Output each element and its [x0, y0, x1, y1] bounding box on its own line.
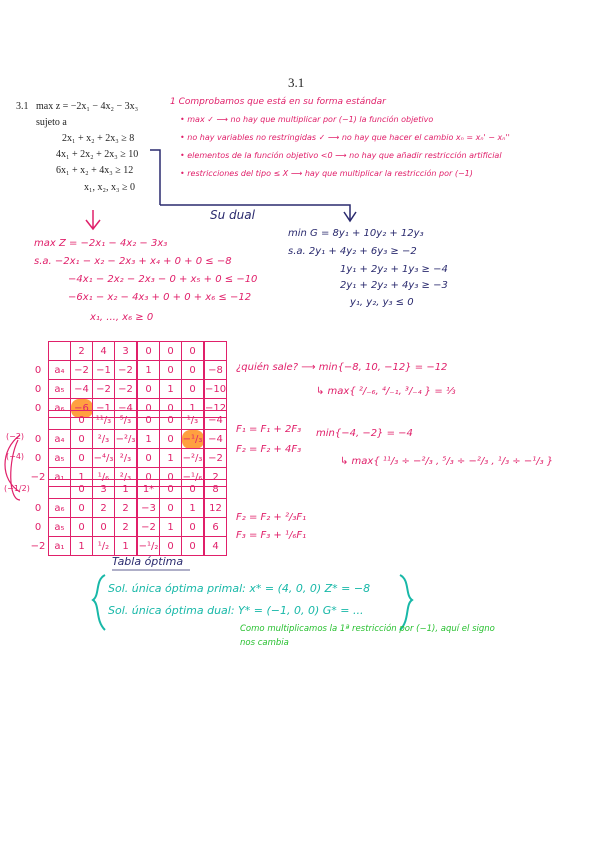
row-op-2: F₂ = F₂ + 4F₃ — [236, 444, 302, 455]
tableau-cell: −²/₃ — [115, 430, 138, 449]
tableau-cell: 1 — [160, 518, 182, 537]
tableau-cell: 2 — [71, 342, 93, 361]
tableau-cell — [49, 480, 71, 499]
tableau-cell: a₁ — [49, 468, 71, 487]
dual-4: 2y₁ + 2y₂ + 4y₃ ≥ −3 — [340, 280, 448, 291]
tableau-cell: 0 — [160, 411, 182, 430]
tableau-cell: 0 — [137, 342, 160, 361]
tableau-cell: 0 — [160, 499, 182, 518]
entering-ratio-2: ↳ max{ ¹¹/₃ ÷ −²/₃ , ⁵/₃ ÷ −²/₃ , ¹/₃ ÷ −¹/₃ } — [340, 456, 554, 467]
tableau-cell: ¹/₂ — [93, 537, 115, 556]
tableau-cell: a₅ — [49, 449, 71, 468]
tableau-cell: 12 — [204, 499, 227, 518]
tableau-cell: −2 — [93, 380, 115, 399]
tableau-header-row — [28, 480, 227, 499]
tableau-cell: −10 — [204, 380, 227, 399]
tableau-cell — [49, 342, 71, 361]
tableau-cell: ¹¹/₃ — [93, 411, 115, 430]
dual-label: Su dual — [210, 208, 255, 222]
dual-1: min G = 8y₁ + 10y₂ + 12y₃ — [288, 228, 424, 239]
tableau-cell: 1* — [137, 480, 160, 499]
problem-subject-to: sujeto a — [36, 117, 67, 128]
tableau-cell: −2 — [71, 361, 93, 380]
tableau-cell: ²/₃ — [115, 468, 138, 487]
leaving-question: ¿quién sale? ⟶ min{−8, 10, −12} = −12 — [236, 362, 448, 373]
tableau-cell: ¹/₃ — [182, 411, 205, 430]
tableau-header-row — [28, 342, 227, 361]
simplex-tableau-1 — [28, 341, 227, 418]
pivot-cell: −6 — [71, 399, 93, 418]
table-row — [28, 361, 227, 380]
tableau-cell: −4 — [115, 399, 138, 418]
tableau-cell: 0 — [160, 537, 182, 556]
constraint-3: 6x₁ + x₂ + 4x₃ ≥ 12 — [56, 165, 134, 176]
sign-note-2: nos cambia — [240, 638, 289, 648]
dual-optimal-solution: Sol. única óptima dual: Y* = (−1, 0, 0) G* = ... — [108, 604, 364, 617]
tableau-cell: −2 — [30, 540, 46, 552]
problem-objective: max z = −2x₁ − 4x₂ − 3x₃ — [36, 101, 139, 112]
optimal-table-title: Tabla óptima — [112, 555, 184, 568]
row-op-4: F₃ = F₃ + ¹/₆F₁ — [236, 530, 307, 541]
leaving-min-2: min{−4, −2} = −4 — [316, 428, 413, 439]
tableau-cell: 0 — [34, 402, 42, 414]
tableau-cell — [28, 342, 49, 361]
tableau-cell: −2 — [204, 449, 227, 468]
notes-intro: 1 Comprobamos que está en su forma estándar — [170, 97, 386, 107]
tableau-cell: −2 — [137, 518, 160, 537]
tableau-cell: −2 — [30, 471, 46, 483]
tableau-cell: 1 — [137, 430, 160, 449]
tableau-header-row — [28, 411, 227, 430]
tableau-cell: 0 — [137, 468, 160, 487]
tableau-cell: 0 — [160, 399, 182, 418]
tableau-cell: 0 — [182, 342, 205, 361]
tableau-cell: 1 — [182, 499, 205, 518]
tableau-cell: −4 — [71, 380, 93, 399]
tableau-cell: 0 — [182, 380, 205, 399]
tableau-cell: ¹/₆ — [93, 468, 115, 487]
tableau-cell: 0 — [182, 480, 205, 499]
tableau-cell: −¹/₂ — [137, 537, 160, 556]
table-row — [28, 537, 227, 556]
tableau-cell: 2 — [204, 468, 227, 487]
tableau-cell: −2 — [115, 380, 138, 399]
tableau-cell: ²/₃ — [93, 430, 115, 449]
tableau-cell — [49, 411, 71, 430]
tableau-cell: 1 — [115, 537, 138, 556]
tableau-cell — [28, 411, 49, 430]
tableau-cell: 4 — [93, 342, 115, 361]
tableau-cell: 1 — [71, 468, 93, 487]
row-op-arrow-label: (−2) — [6, 432, 25, 441]
tableau-cell: −4 — [204, 411, 227, 430]
tableau-cell — [204, 342, 227, 361]
tableau-cell: 0 — [71, 480, 93, 499]
row-op-1: F₁ = F₁ + 2F₃ — [236, 424, 302, 435]
tableau-cell: 0 — [137, 399, 160, 418]
tableau-cell: 0 — [182, 518, 205, 537]
tableau-cell: 1 — [115, 480, 138, 499]
tableau-cell: 0 — [34, 452, 42, 464]
tableau-cell: a₁ — [49, 537, 71, 556]
tableau-cell: a₆ — [49, 499, 71, 518]
tableau-cell: a₅ — [49, 518, 71, 537]
tableau-cell: −12 — [204, 399, 227, 418]
row-op-3: F₂ = F₂ + ²/₃F₁ — [236, 512, 307, 523]
tableau-cell: 1 — [160, 380, 182, 399]
tableau-cell: −²/₃ — [182, 449, 205, 468]
tableau-cell: −4 — [204, 430, 227, 449]
tableau-cell: a₄ — [49, 361, 71, 380]
primal-std-5: x₁, ..., x₆ ≥ 0 — [90, 312, 154, 323]
tableau-cell: 3 — [115, 342, 138, 361]
dual-2: s.a. 2y₁ + 4y₂ + 6y₃ ≥ −2 — [288, 246, 417, 257]
sign-note-1: Como multiplicamos la 1ª restricción por (−1), aquí el signo — [240, 624, 495, 634]
notes-line-3: • elementos de la función objetivo <0 ⟶ no hay que añadir restricción artificial — [180, 151, 502, 160]
primal-std-3: −4x₁ − 2x₂ − 2x₃ − 0 + x₅ + 0 ≤ −10 — [68, 274, 258, 285]
entering-ratio-1: ↳ max{ ²/₋₆, ⁴/₋₁, ³/₋₄ } = ⅓ — [316, 386, 456, 397]
tableau-cell: 0 — [160, 342, 182, 361]
table-row — [28, 380, 227, 399]
simplex-tableau-3 — [28, 479, 227, 556]
tableau-cell: 1 — [182, 399, 205, 418]
tableau-cell: 0 — [71, 449, 93, 468]
tableau-cell: 0 — [71, 518, 93, 537]
tableau-cell: −3 — [137, 499, 160, 518]
notes-line-4: • restricciones del tipo ≤ X ⟶ hay que multiplicar la restricción por (−1) — [180, 169, 473, 178]
constraint-1: 2x₁ + x₂ + 2x₃ ≥ 8 — [62, 133, 135, 144]
tableau-cell: 2 — [115, 518, 138, 537]
notes-line-2: • no hay variables no restringidas ✓ ⟶ no hay que hacer el cambio xₙ = xₙ' − xₙ'' — [180, 133, 510, 142]
pivot-cell: −¹/₃ — [182, 430, 205, 449]
notes-line-1: • max ✓ ⟶ no hay que multiplicar por (−1) la función objetivo — [180, 115, 434, 124]
tableau-cell: a₅ — [49, 380, 71, 399]
tableau-cell: 0 — [182, 361, 205, 380]
tableau-cell: −2 — [115, 361, 138, 380]
tableau-cell: ²/₃ — [115, 449, 138, 468]
tableau-cell: −1 — [93, 361, 115, 380]
tableau-cell: 0 — [93, 518, 115, 537]
tableau-cell: 1 — [71, 537, 93, 556]
dual-5: y₁, y₂, y₃ ≤ 0 — [350, 297, 414, 308]
tableau-cell: 0 — [137, 380, 160, 399]
table-row — [28, 499, 227, 518]
tableau-cell: 0 — [34, 383, 42, 395]
tableau-cell — [28, 480, 49, 499]
tableau-cell: 0 — [34, 433, 42, 445]
problem-number: 3.1 — [16, 101, 29, 112]
tableau-cell: 0 — [182, 537, 205, 556]
tableau-cell: 0 — [137, 449, 160, 468]
tableau-cell: a₄ — [49, 430, 71, 449]
constraint-4: x₁, x₂, x₃ ≥ 0 — [84, 182, 135, 193]
tableau-cell: −¹/₆ — [182, 468, 205, 487]
tableau-cell: 8 — [204, 480, 227, 499]
tableau-cell: 0 — [160, 480, 182, 499]
table-row — [28, 430, 227, 449]
tableau-cell: 0 — [160, 361, 182, 380]
tableau-cell: −⁴/₃ — [93, 449, 115, 468]
tableau-cell: 0 — [34, 502, 42, 514]
tableau-cell: 0 — [34, 364, 42, 376]
tableau-cell: 3 — [93, 480, 115, 499]
simplex-tableau-2 — [28, 410, 227, 487]
tableau-cell: 1 — [160, 449, 182, 468]
primal-std-2: s.a. −2x₁ − x₂ − 2x₃ + x₄ + 0 + 0 ≤ −8 — [34, 256, 232, 267]
primal-std-4: −6x₁ − x₂ − 4x₃ + 0 + 0 + x₆ ≤ −12 — [68, 292, 252, 303]
tableau-cell: 0 — [160, 430, 182, 449]
page-number: 3.1 — [288, 75, 305, 90]
tableau-cell: 0 — [71, 430, 93, 449]
table-row — [28, 449, 227, 468]
tableau-cell: 6 — [204, 518, 227, 537]
tableau-cell: 0 — [34, 521, 42, 533]
tableau-cell: 0 — [137, 411, 160, 430]
tableau-cell: 4 — [204, 537, 227, 556]
tableau-cell: −8 — [204, 361, 227, 380]
tableau-cell: 2 — [93, 499, 115, 518]
primal-optimal-solution: Sol. única óptima primal: x* = (4, 0, 0) Z* = −8 — [108, 582, 371, 595]
tableau-cell: −1 — [93, 399, 115, 418]
tableau-cell: a₆ — [49, 399, 71, 418]
row-op-arrow-label: (−4) — [6, 452, 25, 461]
row-op-arrow-label: (−1/2) — [4, 484, 30, 493]
tableau-cell: 0 — [71, 499, 93, 518]
dual-3: 1y₁ + 2y₂ + 1y₃ ≥ −4 — [340, 264, 448, 275]
primal-std-1: max Z = −2x₁ − 4x₂ − 3x₃ — [34, 238, 168, 249]
tableau-cell: 0 — [160, 468, 182, 487]
constraint-2: 4x₁ + 2x₂ + 2x₃ ≥ 10 — [56, 149, 139, 160]
tableau-cell: 0 — [71, 411, 93, 430]
tableau-cell: 1 — [137, 361, 160, 380]
tableau-cell: ⁵/₃ — [115, 411, 138, 430]
tableau-cell: 2 — [115, 499, 138, 518]
table-row — [28, 518, 227, 537]
